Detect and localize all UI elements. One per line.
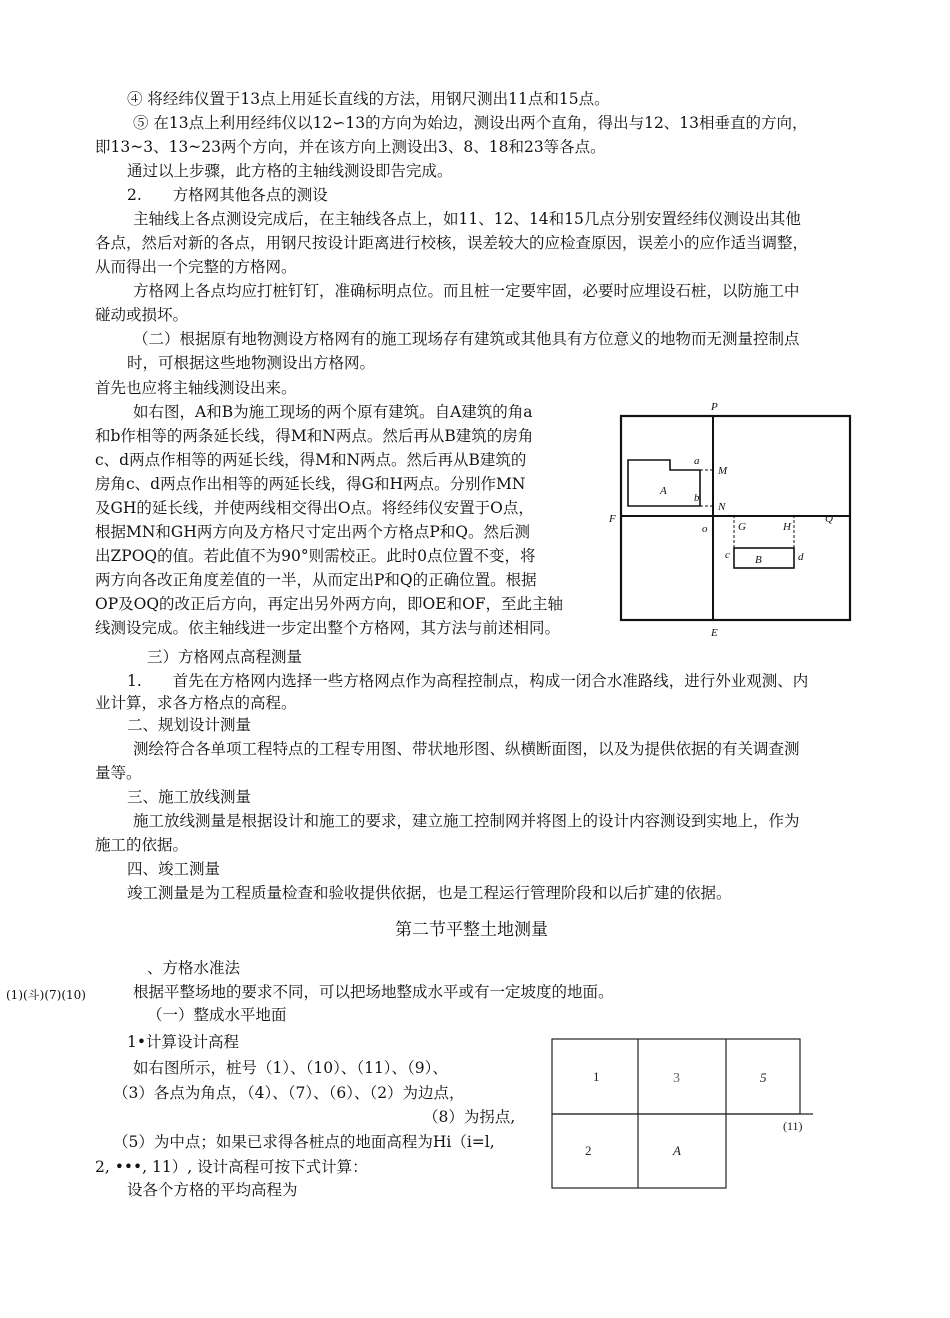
method-heading: 、方格水准法 [147,959,241,977]
cell-2: 2 [585,1143,592,1158]
figure-text-1: 如右图，A和B为施工现场的两个原有建筑。自A建筑的角a [133,403,533,421]
figure-text-4: 房角c、d两点作出相等的两延长线，得G和H两点。分别作MN [95,475,526,493]
para-grid-2: 各点，然后对新的各点，用钢尺按设计距离进行校核，误差较大的应检查原因，误差小的应作适当调整， [95,234,809,252]
label-q: Q [825,513,833,525]
figure-text-3: c、d两点作相等的两延长线，得M和N两点。然后再从B建筑的 [95,451,527,469]
para-existing-1: （二）根据原有地物测设方格网有的施工现场存有建筑或其他具有方位意义的地物而无测量控制点 [133,330,800,348]
para-axis-first: 首先也应将主轴线测设出来。 [95,379,297,397]
subsection-level-heading: （一）整成水平地面 [147,1006,287,1024]
figure-text-2: 和b作相等的两条延长线，得M和N两点。然后再从B建筑的房角 [95,427,534,445]
label-d: d [798,551,804,563]
para-elevation-1: 1. 首先在方格网内选择一些方格网点作为高程控制点，构成一闭合水准路线，进行外业观测、内 [127,672,809,690]
label-e: E [711,627,718,639]
label-p: P [711,401,718,413]
site-grid-figure [610,398,860,642]
grid-text-1: 如右图所示，桩号（1）、（10）、（11）、（9）、 [133,1059,448,1077]
para-layout-2: 施工的依据。 [95,836,189,854]
chapter-title: 第二节平整土地测量 [395,920,548,940]
margin-note: (1)(斗)(7)(10) [6,988,86,1002]
para-existing-2: 时，可根据这些地物测设出方格网。 [127,354,376,372]
section-planning-heading: 二、规划设计测量 [127,716,252,734]
grid-row2-frame [552,1114,726,1188]
para-grid-3: 从而得出一个完整的方格网。 [95,258,297,276]
grid-text-4: （5）为中点；如果已求得各桩点的地面高程为Hi（i=l, [113,1133,495,1151]
grid-text-5: 2, •••, 11）, 设计高程可按下式计算： [95,1158,368,1176]
label-a-building: A [660,485,667,497]
para-completion: 竣工测量是为工程质量检查和验收提供依据，也是工程运行管理阶段和以后扩建的依据。 [127,884,732,902]
subsection-3-heading: 三）方格网点高程测量 [147,648,303,666]
label-b-building: B [755,554,762,566]
para-layout-1: 施工放线测量是根据设计和施工的要求，建立施工控制网并将图上的设计内容测设到实地上，作为 [133,812,800,830]
para-planning-1: 测绘符合各单项工程特点的工程专用图、带状地形图、纵横断面图，以及为提供依据的有关调查测 [133,740,800,758]
label-f: F [609,513,616,525]
section-layout-heading: 三、施工放线测量 [127,788,252,806]
label-m: M [718,465,728,477]
para-elevation-2: 业计算，求各方格点的高程。 [95,694,297,712]
cell-1: 1 [593,1069,600,1084]
grid-text-6: 设各个方格的平均高程为 [127,1181,298,1199]
label-o: o [702,523,708,535]
label-g: G [738,521,746,533]
label-a-corner: a [694,455,700,467]
cell-5: 5 [760,1070,767,1085]
section-completion-heading: 四、竣工测量 [127,860,221,878]
label-c: c [725,549,730,561]
grid-text-3: （8）为拐点, [423,1108,516,1126]
step-4-line: ④ 将经纬仪置于13点上用延长直线的方法，用钢尺测出11点和15点。 [127,90,610,108]
building-b [734,548,794,568]
figure-text-6: 根据MN和GH两方向及方格尺寸定出两个方格点P和Q。然后测 [95,523,530,541]
label-b-corner: b [694,492,700,504]
para-stake-2: 碰动或损坏。 [95,306,189,324]
figure-text-10: 线测设完成。依主轴线进一步定出整个方格网，其方法与前述相同。 [95,619,561,637]
step-5-line-2: 即13~3、13~23两个方向，并在该方向上测设出3、8、18和23等各点。 [95,138,606,156]
grid-text-2: （3）各点为角点，（4）、（7）、（6）、（2）为边点， [113,1084,465,1102]
cell-a: A [673,1143,681,1158]
para-leveling: 根据平整场地的要求不同，可以把场地整成水平或有一定坡度的地面。 [133,983,614,1001]
corner-11: (11) [783,1119,803,1133]
building-a [628,460,700,506]
step-5-line-1: ⑤ 在13点上利用经纬仪以12∽13的方向为始边，测设出两个直角，得出与12、13相垂直的方向， [133,114,808,132]
calc-design-heading: 1•计算设计高程 [127,1033,240,1051]
para-planning-2: 量等。 [95,764,142,782]
para-stake-1: 方格网上各点均应打桩钉钉，准确标明点位。而且桩一定要牢固，必要时应埋设石桩，以防施工中 [133,282,800,300]
section-2-heading: 2. 方格网其他各点的测设 [127,186,328,204]
figure-text-9: OP及OQ的改正后方向，再定出另外两方向，即OE和OF，至此主轴 [95,595,564,613]
outer-frame [621,416,850,620]
para-grid-1: 主轴线上各点测设完成后，在主轴线各点上，如11、12、14和15几点分别安置经纬仪测设出其他 [133,210,801,228]
label-n: N [718,501,726,513]
figure-text-8: 两方向各改正角度差值的一半，从而定出P和Q的正确位置。根据 [95,571,537,589]
figure-text-7: 出ZPOQ的值。若此值不为90°则需校正。此时0点位置不变，将 [95,547,536,565]
summary-line: 通过以上步骤，此方格的主轴线测设即告完成。 [127,162,453,180]
cell-3: 3 [673,1071,680,1086]
leveling-grid-figure [545,1032,820,1194]
label-h: H [783,521,791,533]
figure-text-5: 及GH的延长线，并使两线相交得出O点。将经纬仪安置于O点， [95,499,534,517]
